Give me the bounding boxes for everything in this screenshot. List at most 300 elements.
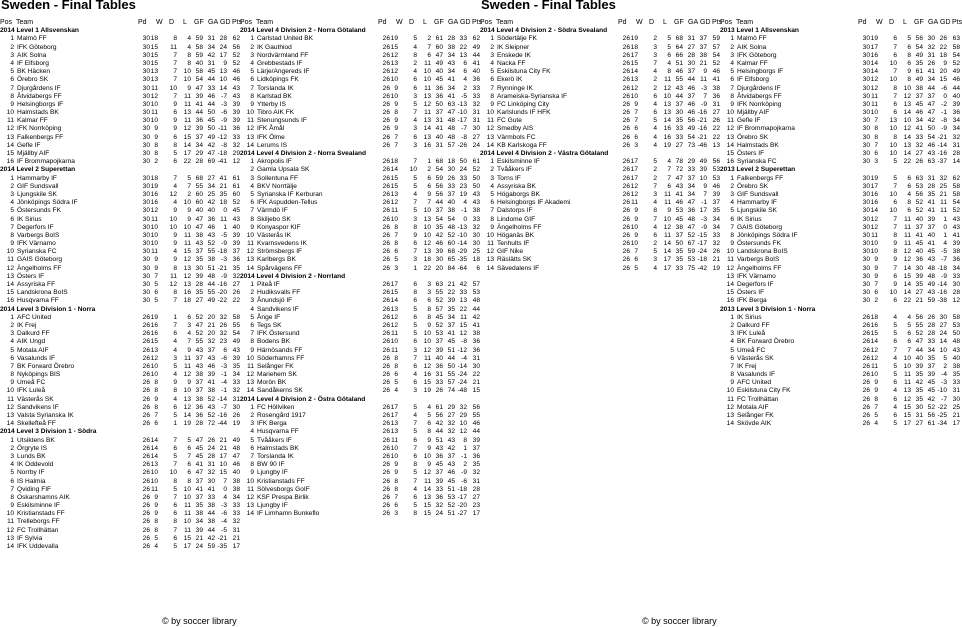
cell-played: 26 bbox=[382, 510, 390, 518]
cell-goals-for: 31 bbox=[435, 117, 443, 125]
cell-losses: 11 bbox=[424, 59, 431, 67]
cell-played: 26 bbox=[142, 338, 150, 346]
cell-goals-for: 52 bbox=[195, 313, 203, 321]
cell-goals-for: 44 bbox=[195, 109, 203, 117]
cell-team: FC Höllviken bbox=[257, 403, 295, 411]
cell-draws: 6 bbox=[653, 231, 657, 239]
cell-draws: 7 bbox=[893, 182, 897, 190]
cell-goals-for: 47 bbox=[675, 174, 683, 182]
cell-goals-for: 44 bbox=[915, 346, 923, 354]
cell-goals-against: 48 bbox=[687, 215, 695, 223]
cell-pos: 15 bbox=[726, 289, 734, 297]
cell-goals-for: 44 bbox=[435, 428, 443, 436]
cell-pos: 9 bbox=[250, 469, 254, 477]
header-goals-for: GF bbox=[434, 19, 444, 26]
table-row bbox=[480, 76, 720, 84]
table-row bbox=[720, 51, 960, 60]
cell-draws: 7 bbox=[173, 297, 177, 305]
cell-goal-diff: 15 bbox=[939, 76, 947, 84]
cell-draws: 6 bbox=[893, 199, 897, 207]
cell-goals-against: 21 bbox=[447, 281, 455, 288]
cell-played: 26 bbox=[382, 338, 390, 346]
cell-points: 33 bbox=[952, 272, 960, 280]
cell-pos: 13 bbox=[486, 133, 494, 141]
cell-goals-against: 59 bbox=[687, 248, 695, 256]
cell-draws: 6 bbox=[413, 362, 417, 370]
cell-draws: 11 bbox=[170, 272, 177, 280]
cell-points: 36 bbox=[232, 256, 240, 264]
cell-losses: 6 bbox=[907, 43, 911, 51]
table-row bbox=[240, 240, 480, 248]
cell-pos: 11 bbox=[247, 485, 254, 493]
table-row bbox=[0, 240, 240, 248]
table-row bbox=[240, 493, 480, 502]
cell-team: GAIS Göteborg bbox=[17, 256, 63, 264]
cell-draws: 3 bbox=[413, 256, 417, 264]
cell-played: 26 bbox=[862, 321, 870, 329]
cell-pos: 3 bbox=[730, 190, 734, 198]
cell-goal-diff: -17 bbox=[697, 240, 707, 248]
cell-points: 30 bbox=[472, 362, 480, 370]
cell-played: 26 bbox=[382, 109, 390, 117]
cell-goals-for: 55 bbox=[195, 338, 203, 346]
cell-goals-for: 39 bbox=[915, 272, 923, 280]
cell-points: 24 bbox=[472, 141, 480, 149]
table-row bbox=[240, 125, 480, 133]
cell-points: 30 bbox=[472, 231, 480, 239]
cell-draws: 4 bbox=[893, 403, 897, 411]
cell-points: 33 bbox=[472, 84, 480, 92]
cell-draws: 7 bbox=[893, 264, 897, 272]
cell-draws: 1 bbox=[173, 420, 177, 428]
cell-wins: 11 bbox=[151, 248, 158, 256]
cell-losses: 7 bbox=[667, 166, 671, 174]
cell-pos: 1 bbox=[730, 174, 734, 182]
cell-losses: 4 bbox=[907, 313, 911, 321]
cell-goals-for: 35 bbox=[675, 117, 683, 125]
cell-points: 31 bbox=[472, 117, 480, 125]
cell-wins: 16 bbox=[870, 199, 878, 207]
cell-team: Ljungby IF bbox=[257, 469, 288, 477]
cell-goals-for: 33 bbox=[435, 485, 443, 493]
cell-losses: 4 bbox=[187, 35, 191, 43]
cell-points: 58 bbox=[232, 313, 240, 321]
cell-goals-for: 34 bbox=[915, 117, 923, 125]
table-row bbox=[240, 59, 480, 68]
cell-losses: 8 bbox=[907, 51, 911, 59]
cell-goals-for: 35 bbox=[915, 371, 923, 379]
cell-losses: 13 bbox=[663, 109, 671, 117]
cell-goals-against: 26 bbox=[927, 59, 935, 67]
table-row bbox=[480, 133, 720, 142]
cell-goals-against: 33 bbox=[207, 493, 215, 501]
cell-goals-against: 75 bbox=[687, 264, 695, 272]
cell-goals-against: 52 bbox=[927, 403, 935, 411]
cell-pos: 16 bbox=[6, 297, 14, 305]
cell-goals-against: 44 bbox=[687, 76, 695, 84]
cell-goal-diff: 11 bbox=[700, 76, 707, 84]
cell-losses: 12 bbox=[183, 403, 191, 411]
cell-played: 26 bbox=[622, 125, 630, 133]
cell-goal-diff: 10 bbox=[219, 461, 227, 469]
cell-draws: 8 bbox=[413, 51, 417, 59]
cell-goals-for: 47 bbox=[435, 51, 443, 59]
table-row bbox=[0, 281, 240, 289]
cell-pos: 12 bbox=[6, 264, 14, 272]
cell-losses: 12 bbox=[183, 272, 191, 280]
cell-wins: 11 bbox=[391, 346, 398, 354]
cell-pos: 14 bbox=[6, 141, 14, 149]
cell-points: 59 bbox=[712, 35, 720, 43]
cell-team: AFC United bbox=[737, 379, 772, 387]
cell-goal-diff: -16 bbox=[217, 412, 227, 419]
cell-goal-diff: 18 bbox=[219, 199, 227, 207]
cell-played: 26 bbox=[622, 248, 630, 256]
cell-losses: 13 bbox=[423, 215, 431, 223]
cell-pos: 8 bbox=[730, 231, 734, 239]
table-row bbox=[240, 190, 480, 199]
cell-goal-diff: 33 bbox=[459, 289, 467, 297]
cell-losses: 11 bbox=[424, 84, 431, 92]
cell-played: 26 bbox=[382, 51, 390, 59]
cell-points: 43 bbox=[472, 199, 480, 207]
cell-wins: 2 bbox=[154, 158, 158, 166]
cell-goals-against: 30 bbox=[447, 166, 455, 174]
cell-team: Östers IF bbox=[737, 150, 765, 157]
cell-wins: 12 bbox=[630, 190, 638, 198]
table-row bbox=[720, 362, 960, 371]
cell-losses: 11 bbox=[184, 354, 191, 362]
cell-goals-against: 40 bbox=[927, 231, 935, 239]
cell-wins: 16 bbox=[870, 51, 878, 59]
cell-played: 30 bbox=[142, 92, 150, 100]
table-row bbox=[240, 477, 480, 486]
cell-wins: 8 bbox=[394, 240, 398, 248]
cell-losses: 14 bbox=[903, 133, 911, 141]
cell-team: Degerfors IF bbox=[17, 223, 54, 231]
cell-points: 17 bbox=[472, 510, 480, 518]
footer-credit: © by soccer library bbox=[162, 616, 237, 626]
cell-points: 28 bbox=[472, 485, 480, 493]
cell-team: Karlslunds IF HFK bbox=[497, 109, 551, 117]
cell-goals-against: 30 bbox=[927, 35, 935, 43]
cell-pos: 4 bbox=[730, 199, 734, 207]
cell-played: 26 bbox=[382, 68, 390, 76]
cell-goals-against: 49 bbox=[687, 125, 695, 133]
cell-team: Bodens BK bbox=[257, 338, 290, 346]
cell-points: 26 bbox=[712, 248, 720, 256]
cell-team: Ljungskile SK bbox=[737, 207, 777, 215]
cell-goal-diff: -18 bbox=[937, 264, 947, 272]
cell-goals-for: 55 bbox=[195, 182, 203, 190]
cell-wins: 15 bbox=[870, 330, 878, 338]
cell-draws: 10 bbox=[889, 141, 897, 149]
cell-goal-diff: 32 bbox=[219, 313, 227, 321]
cell-draws: 6 bbox=[893, 379, 897, 387]
league-heading: 2014 Level 2 Superettan bbox=[0, 166, 76, 174]
cell-team: Ytterby IS bbox=[257, 100, 286, 108]
cell-goals-for: 58 bbox=[195, 68, 203, 76]
cell-losses: 18 bbox=[423, 256, 431, 264]
cell-pos: 3 bbox=[10, 51, 14, 59]
cell-goal-diff: -26 bbox=[457, 141, 467, 149]
table-row bbox=[240, 199, 480, 207]
cell-draws: 4 bbox=[653, 125, 657, 133]
cell-goal-diff: 21 bbox=[219, 444, 227, 452]
cell-wins: 9 bbox=[634, 100, 638, 108]
cell-goals-against: 37 bbox=[447, 452, 455, 460]
cell-losses: 8 bbox=[187, 51, 191, 59]
cell-points: 36 bbox=[472, 338, 480, 346]
cell-draws: 2 bbox=[653, 166, 657, 174]
cell-wins: 8 bbox=[394, 485, 398, 493]
league-heading: 2014 Level 3 Division 1 - Norra bbox=[0, 305, 96, 313]
table-row bbox=[240, 330, 480, 338]
cell-team: Arameiska-Syrianska IF bbox=[497, 92, 567, 100]
table-row bbox=[240, 51, 480, 60]
cell-goal-diff: 8 bbox=[463, 436, 467, 444]
cell-goal-diff: 19 bbox=[459, 190, 467, 198]
cell-wins: 19 bbox=[630, 35, 638, 43]
cell-goals-for: 35 bbox=[195, 256, 203, 264]
cell-goal-diff: -6 bbox=[461, 477, 467, 485]
cell-draws: 6 bbox=[893, 51, 897, 59]
cell-pos: 7 bbox=[250, 330, 254, 338]
cell-goal-diff: 10 bbox=[699, 174, 707, 182]
cell-team: Gamla Upsala SK bbox=[257, 166, 310, 174]
cell-wins: 9 bbox=[394, 84, 398, 92]
cell-losses: 13 bbox=[903, 141, 911, 149]
cell-team: Kalmar FF bbox=[17, 117, 48, 125]
cell-goal-diff: 11 bbox=[940, 199, 947, 207]
cell-draws: 3 bbox=[413, 387, 417, 395]
cell-goals-for: 35 bbox=[675, 248, 683, 256]
cell-goals-for: 39 bbox=[915, 362, 923, 370]
cell-draws: 5 bbox=[173, 485, 177, 493]
cell-wins: 9 bbox=[634, 215, 638, 223]
cell-goals-against: 46 bbox=[927, 141, 935, 149]
cell-goal-diff: 4 bbox=[943, 240, 947, 248]
cell-team: Piteå IF bbox=[257, 281, 280, 288]
cell-losses: 11 bbox=[184, 502, 191, 510]
cell-draws: 4 bbox=[653, 68, 657, 76]
cell-pos: 5 bbox=[250, 190, 254, 198]
cell-goals-against: 41 bbox=[447, 330, 455, 338]
cell-losses: 15 bbox=[903, 412, 911, 419]
cell-played: 26 bbox=[142, 354, 150, 362]
cell-team: GAIS Göteborg bbox=[737, 223, 783, 231]
cell-team: Lärje/Angereds IF bbox=[257, 68, 310, 76]
cell-wins: 7 bbox=[874, 141, 878, 149]
header-played: Pd bbox=[378, 19, 387, 26]
cell-wins: 6 bbox=[154, 289, 158, 297]
cell-goals-against: 48 bbox=[207, 272, 215, 280]
cell-wins: 9 bbox=[154, 125, 158, 133]
cell-played: 26 bbox=[142, 346, 150, 354]
cell-goals-against: 47 bbox=[207, 150, 215, 157]
cell-wins: 9 bbox=[394, 100, 398, 108]
cell-goals-for: 47 bbox=[195, 321, 203, 329]
cell-team: Ånundsjö IF bbox=[257, 297, 293, 305]
header-team: Team bbox=[496, 19, 514, 26]
cell-points: 50 bbox=[472, 182, 480, 190]
cell-points: 62 bbox=[472, 35, 480, 43]
cell-pos: 3 bbox=[250, 174, 254, 182]
cell-pos: 1 bbox=[730, 35, 734, 43]
cell-draws: 3 bbox=[653, 51, 657, 59]
cell-goals-for: 37 bbox=[915, 92, 923, 100]
cell-goals-against: 55 bbox=[207, 248, 215, 256]
cell-wins: 14 bbox=[870, 59, 878, 67]
table-row bbox=[480, 100, 720, 109]
cell-goal-diff: -42 bbox=[697, 264, 707, 272]
table-row bbox=[480, 182, 720, 191]
cell-wins: 12 bbox=[150, 92, 158, 100]
table-row bbox=[720, 158, 960, 166]
cell-goal-diff: -16 bbox=[937, 289, 947, 297]
cell-goal-diff: -1 bbox=[701, 199, 707, 207]
cell-pos: 14 bbox=[486, 264, 494, 272]
cell-played: 26 bbox=[382, 182, 390, 190]
cell-goals-for: 36 bbox=[435, 452, 443, 460]
table-row bbox=[720, 199, 960, 207]
cell-points: 54 bbox=[712, 51, 720, 59]
cell-goals-for: 51 bbox=[675, 59, 683, 67]
cell-goals-against: 34 bbox=[447, 68, 455, 76]
header-wins: W bbox=[876, 19, 883, 26]
cell-team: Syrianska FC bbox=[737, 158, 777, 166]
cell-draws: 5 bbox=[413, 469, 417, 477]
cell-draws: 5 bbox=[893, 330, 897, 338]
cell-goal-diff: 0 bbox=[463, 215, 467, 223]
cell-pos: 6 bbox=[730, 354, 734, 362]
cell-goal-diff: -24 bbox=[697, 248, 707, 256]
cell-played: 30 bbox=[142, 199, 150, 207]
cell-wins: 10 bbox=[870, 371, 878, 379]
cell-points: 42 bbox=[472, 313, 480, 321]
table-row bbox=[720, 68, 960, 76]
cell-played: 26 bbox=[622, 68, 630, 76]
cell-points: 30 bbox=[232, 403, 240, 411]
cell-team: IF Elfsborg bbox=[737, 76, 769, 84]
cell-played: 26 bbox=[142, 510, 150, 518]
cell-goal-diff: 0 bbox=[943, 223, 947, 231]
cell-points: 43 bbox=[952, 215, 960, 223]
cell-team: IFK Värnamo bbox=[17, 240, 56, 248]
cell-goal-diff: -10 bbox=[457, 231, 467, 239]
cell-team: Högaborgs BK bbox=[497, 190, 540, 198]
cell-goals-against: 69 bbox=[207, 158, 215, 166]
cell-team: Varbergs BoIS bbox=[17, 231, 60, 239]
cell-goals-against: 49 bbox=[927, 281, 935, 288]
cell-goals-against: 34 bbox=[687, 182, 695, 190]
cell-goals-for: 28 bbox=[195, 158, 203, 166]
cell-goals-against: 46 bbox=[687, 109, 695, 117]
cell-team: Gefle IF bbox=[17, 141, 41, 149]
cell-pos: 4 bbox=[10, 199, 14, 207]
cell-losses: 10 bbox=[423, 330, 431, 338]
cell-goal-diff: -9 bbox=[221, 117, 227, 125]
cell-goals-for: 47 bbox=[195, 215, 203, 223]
table-row bbox=[240, 502, 480, 510]
cell-losses: 13 bbox=[663, 100, 671, 108]
table-header bbox=[480, 19, 723, 27]
cell-losses: 12 bbox=[183, 256, 191, 264]
cell-draws: 7 bbox=[893, 215, 897, 223]
cell-goal-diff: -34 bbox=[937, 420, 947, 428]
cell-goal-diff: -1 bbox=[941, 109, 947, 117]
cell-goal-diff: -21 bbox=[217, 534, 227, 542]
cell-played: 26 bbox=[142, 395, 150, 403]
cell-goal-diff: 25 bbox=[939, 182, 947, 190]
cell-goals-against: 42 bbox=[927, 117, 935, 125]
cell-played: 26 bbox=[622, 35, 630, 43]
final-tables-page-right bbox=[480, 0, 962, 627]
cell-goals-against: 52 bbox=[447, 502, 455, 510]
table-row bbox=[240, 92, 480, 101]
cell-losses: 4 bbox=[187, 43, 191, 51]
cell-pos: 12 bbox=[726, 125, 734, 133]
cell-played: 30 bbox=[142, 84, 150, 92]
cell-goal-diff: 21 bbox=[219, 182, 227, 190]
cell-team: Trelleborgs FF bbox=[17, 518, 60, 526]
table-row bbox=[720, 412, 960, 420]
cell-losses: 6 bbox=[427, 174, 431, 182]
cell-team: Östers IF bbox=[17, 272, 45, 280]
cell-goals-against: 47 bbox=[927, 109, 935, 117]
cell-losses: 13 bbox=[183, 109, 191, 117]
cell-goal-diff: 17 bbox=[699, 207, 707, 215]
cell-points: 30 bbox=[472, 240, 480, 248]
cell-points: 39 bbox=[232, 354, 240, 362]
cell-wins: 9 bbox=[154, 493, 158, 501]
cell-wins: 10 bbox=[390, 444, 398, 452]
cell-draws: 7 bbox=[653, 59, 657, 67]
cell-pos: 5 bbox=[730, 346, 734, 354]
cell-goals-for: 39 bbox=[195, 125, 203, 133]
cell-team: Smedby AIS bbox=[497, 125, 534, 133]
cell-team: Åtvidabergs FF bbox=[737, 92, 782, 100]
cell-wins: 17 bbox=[630, 166, 638, 174]
cell-goals-against: 31 bbox=[207, 461, 215, 469]
cell-pos: 4 bbox=[490, 182, 494, 190]
cell-wins: 13 bbox=[630, 76, 638, 84]
cell-goal-diff: -21 bbox=[937, 133, 947, 141]
cell-losses: 15 bbox=[183, 133, 191, 141]
cell-played: 26 bbox=[382, 240, 390, 248]
cell-goals-for: 45 bbox=[195, 452, 203, 460]
table-row bbox=[0, 510, 240, 518]
cell-goal-diff: -24 bbox=[457, 371, 467, 379]
cell-draws: 7 bbox=[173, 92, 177, 100]
cell-played: 30 bbox=[142, 150, 150, 157]
cell-team: GIF Sundsvall bbox=[737, 190, 779, 198]
cell-draws: 3 bbox=[653, 43, 657, 51]
cell-goal-diff: -22 bbox=[217, 297, 227, 305]
cell-goals-against: 68 bbox=[447, 248, 455, 256]
cell-points: 33 bbox=[232, 379, 240, 387]
cell-goal-diff: -14 bbox=[937, 141, 947, 149]
cell-goal-diff: 41 bbox=[219, 174, 227, 182]
header-points: Pts bbox=[952, 19, 962, 26]
cell-played: 30 bbox=[142, 256, 150, 264]
cell-played: 30 bbox=[862, 68, 870, 76]
cell-wins: 6 bbox=[394, 502, 398, 510]
table-row bbox=[0, 493, 240, 502]
cell-goals-against: 41 bbox=[447, 76, 455, 84]
cell-team: Tibro AIK FK bbox=[257, 109, 295, 117]
cell-pos: 9 bbox=[730, 240, 734, 248]
